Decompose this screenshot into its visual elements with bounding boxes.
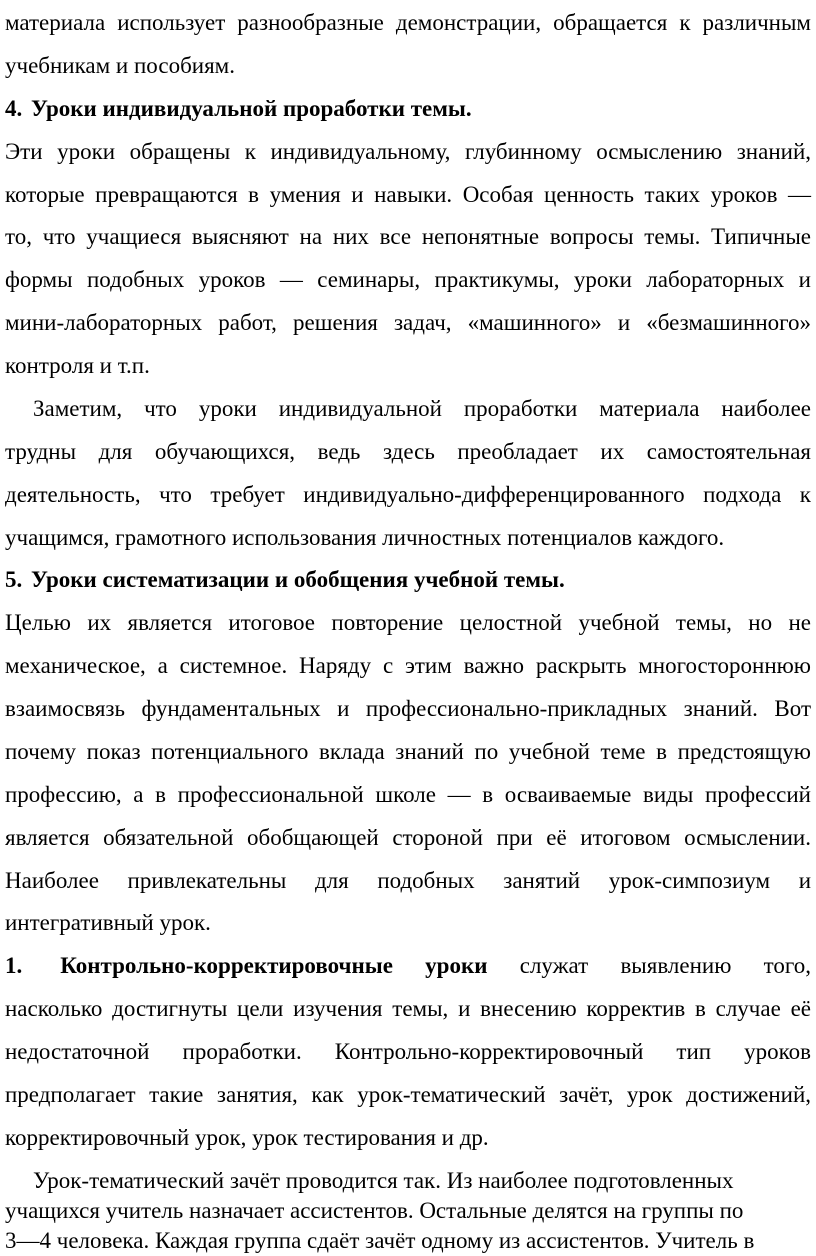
paragraph-line: механическое, а системное. Наряду с этим важно раскрыть многостороннюю xyxy=(5,653,811,678)
paragraph-line: деятельность, что требует индивидуально-дифференцированного подхода к xyxy=(5,482,811,507)
paragraph-line: является обязательной обобщающей стороной при её итоговом осмыслении. xyxy=(5,825,811,850)
section-title: Уроки систематизации и обобщения учебной темы. xyxy=(31,567,565,592)
section-title: Уроки индивидуальной проработки темы. xyxy=(31,96,472,121)
paragraph-line: 3—4 человека. Каждая группа сдаёт зачёт одному из ассистентов. Учитель в xyxy=(5,1228,755,1253)
paragraph-line: формы подобных уроков — семинары, практикумы, уроки лабораторных и xyxy=(5,267,811,292)
paragraph-line: учебникам и пособиям. xyxy=(5,53,235,78)
paragraph-line: Целью их является итоговое повторение целостной учебной темы, но не xyxy=(5,610,811,635)
paragraph-line: корректировочный урок, урок тестирования и др. xyxy=(5,1125,489,1150)
paragraph-line: Наиболее привлекательны для подобных занятий урок-симпозиум и xyxy=(5,868,811,893)
paragraph-line: профессию, а в профессиональной школе — в осваиваемые виды профессий xyxy=(5,782,811,807)
paragraph-line: недостаточной проработки. Контрольно-корректировочный тип уроков xyxy=(5,1039,811,1064)
paragraph-line: Урок-тематический зачёт проводится так. Из наиболее подготовленных xyxy=(33,1168,734,1193)
paragraph-line: Эти уроки обращены к индивидуальному, глубинному осмыслению знаний, xyxy=(5,139,811,164)
paragraph-line: материала использует разнообразные демонстрации, обращается к различным xyxy=(5,10,811,35)
section-lead-text: служат выявлению того, xyxy=(519,953,811,978)
paragraph-line: почему показ потенциального вклада знаний по учебной теме в предстоящую xyxy=(5,739,811,764)
paragraph-line: то, что учащиеся выясняют на них все непонятные вопросы темы. Типичные xyxy=(5,224,811,249)
paragraph-line: контроля и т.п. xyxy=(5,353,150,378)
paragraph-line: насколько достигнуты цели изучения темы, и внесению корректив в случае её xyxy=(5,996,811,1021)
section-number: 5. xyxy=(5,567,23,592)
paragraph-line: интегративный урок. xyxy=(5,910,211,935)
paragraph-line: учащихся учитель назначает ассистентов. Остальные делятся на группы по xyxy=(5,1198,744,1223)
section-number: 4. xyxy=(5,96,23,121)
section-number: 1. xyxy=(5,953,23,978)
paragraph-line: учащимся, грамотного использования личностных потенциалов каждого. xyxy=(5,525,725,550)
section-heading-1-line xyxy=(5,951,811,981)
paragraph-line: мини-лабораторных работ, решения задач, «машинного» и «безмашинного» xyxy=(5,310,811,335)
paragraph-line: Заметим, что уроки индивидуальной проработки материала наиболее xyxy=(33,396,811,421)
paragraph-line: которые превращаются в умения и навыки. Особая ценность таких уроков — xyxy=(5,182,811,207)
section-heading-5 xyxy=(5,565,565,595)
paragraph-line: взаимосвязь фундаментальных и профессионально-прикладных знаний. Вот xyxy=(5,696,811,721)
paragraph-line: трудны для обучающихся, ведь здесь преобладает их самостоятельная xyxy=(5,439,811,464)
paragraph-line: предполагает такие занятия, как урок-тематический зачёт, урок достижений, xyxy=(5,1082,811,1107)
section-title: Контрольно-корректировочные уроки xyxy=(60,953,488,978)
section-heading-4 xyxy=(5,94,472,124)
